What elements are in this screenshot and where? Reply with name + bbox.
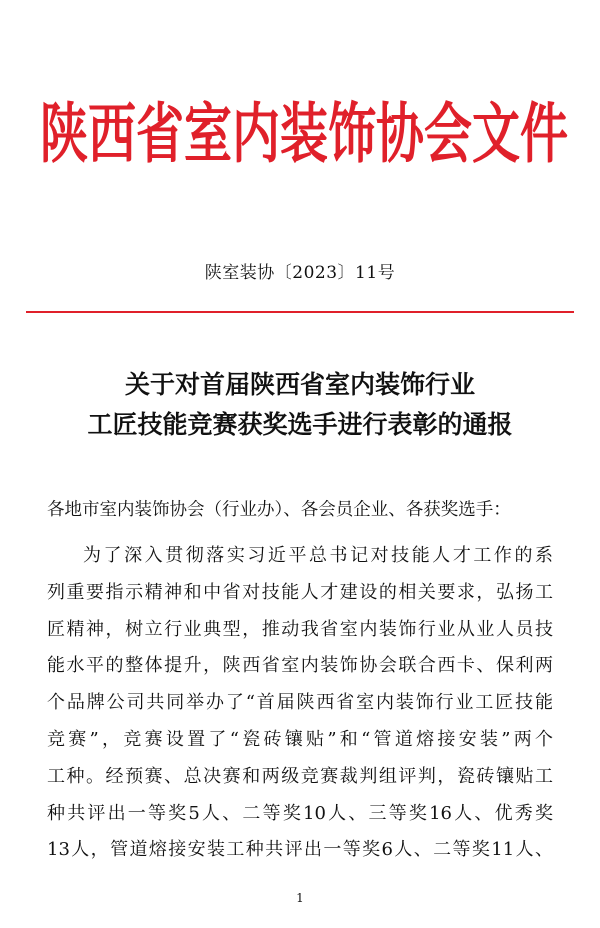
body-line: 列重要指示精神和中省对技能人才建设的相关要求，弘扬工	[47, 582, 553, 603]
subject-title-line-2: 工匠技能竞赛获奖选手进行表彰的通报	[87, 410, 513, 439]
body-line: 为了深入贯彻落实习近平总书记对技能人才工作的系	[83, 545, 553, 566]
subject-title-line-1: 关于对首届陕西省室内装饰行业	[124, 370, 475, 399]
body-line: 匠精神，树立行业典型，推动我省室内装饰行业从业人员技	[47, 619, 553, 640]
body-line: 能水平的整体提升，陕西省室内装饰协会联合西卡、保利两	[47, 655, 553, 676]
page-number: 1	[296, 891, 304, 905]
document-number: 陕室装协〔2023〕11号	[204, 263, 396, 283]
header-divider-line	[26, 311, 574, 313]
body-line: 个品牌公司共同举办了“首届陕西省室内装饰行业工匠技能	[47, 692, 553, 713]
body-line: 13人，管道熔接安装工种共评出一等奖6人、二等奖11人、	[47, 839, 553, 860]
issuer-header-title: 陕西省室内装饰协会文件	[40, 96, 569, 173]
body-line: 种共评出一等奖5人、二等奖10人、三等奖16人、优秀奖	[47, 803, 553, 824]
body-line: 竞赛”，竞赛设置了“瓷砖镶贴”和“管道熔接安装”两个	[47, 729, 553, 750]
salutation: 各地市室内装饰协会（行业办）、各会员企业、各获奖选手：	[47, 500, 511, 520]
body-line: 工种。经预赛、总决赛和两级竞赛裁判组评判，瓷砖镶贴工	[47, 766, 553, 787]
